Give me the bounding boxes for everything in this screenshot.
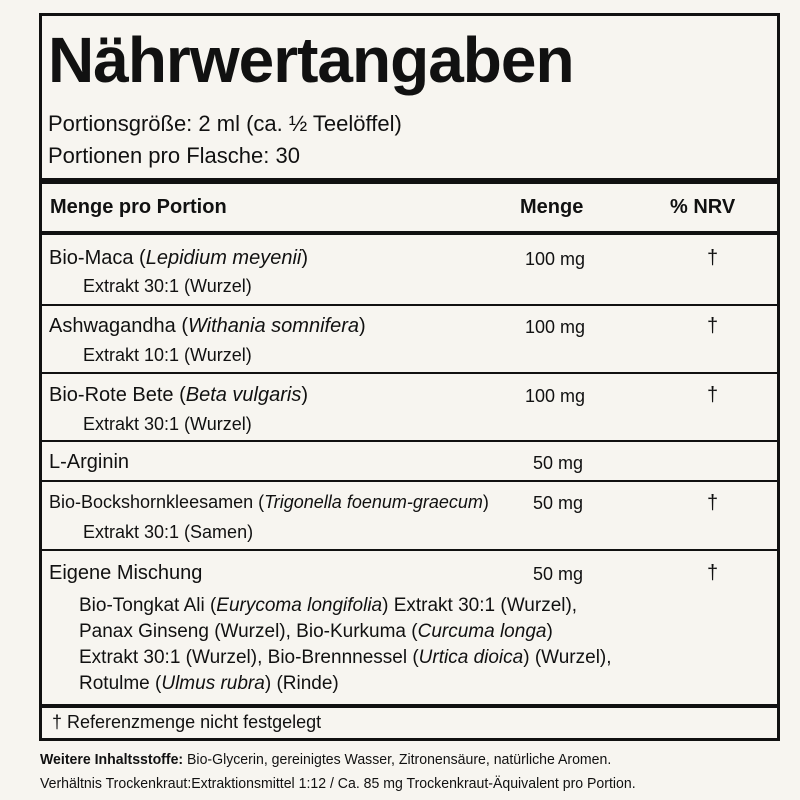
column-header-amount: Menge	[520, 196, 584, 218]
ingredient-extract: Extrakt 30:1 (Wurzel)	[83, 414, 252, 434]
blend-ingredients-line: Panax Ginseng (Wurzel), Bio-Kurkuma (Curcuma longa)	[79, 621, 553, 642]
table-row	[39, 235, 780, 305]
nrv-dagger: †	[707, 315, 719, 337]
ingredient-amount: 100 mg	[525, 317, 586, 337]
column-header-nrv: % NRV	[670, 196, 736, 218]
header-top-rule	[39, 178, 780, 184]
ingredient-extract: Extrakt 10:1 (Wurzel)	[83, 345, 252, 365]
nrv-dagger: †	[707, 492, 719, 514]
blend-amount: 50 mg	[533, 564, 584, 584]
nrv-dagger: †	[707, 562, 719, 584]
other-ingredients: Weitere Inhaltsstoffe: Bio-Glycerin, gereinigtes Wasser, Zitronensäure, natürliche Aromen.	[40, 751, 612, 768]
ingredient-extract: Extrakt 30:1 (Wurzel)	[83, 276, 252, 296]
table-row	[39, 441, 780, 481]
ingredient-name: Bio-Bockshornkleesamen (Trigonella foenum-graecum)	[49, 492, 489, 512]
nrv-dagger: †	[707, 384, 719, 406]
ingredient-amount: 100 mg	[525, 249, 586, 269]
table-row	[39, 305, 780, 373]
servings-per-container: Portionen pro Flasche: 30	[48, 143, 300, 168]
ingredient-amount: 50 mg	[533, 453, 584, 473]
column-header-ingredient: Menge pro Portion	[50, 196, 227, 218]
blend-ingredients-line: Rotulme (Ulmus rubra) (Rinde)	[79, 673, 339, 694]
ingredient-name: Ashwagandha (Withania somnifera)	[49, 315, 366, 337]
ingredient-name: Bio-Rote Bete (Beta vulgaris)	[49, 384, 309, 406]
blend-name: Eigene Mischung	[49, 562, 203, 584]
blend-ingredients-line: Bio-Tongkat Ali (Eurycoma longifolia) Extrakt 30:1 (Wurzel),	[79, 595, 578, 616]
ingredient-extract: Extrakt 30:1 (Samen)	[83, 522, 254, 542]
footnote: † Referenzmenge nicht festgelegt	[52, 712, 322, 732]
footer-rule	[39, 704, 780, 708]
ratio-note: Verhältnis Trockenkraut:Extraktionsmittel 1:12 / Ca. 85 mg Trockenkraut-Äquivalent pro Portion.	[40, 775, 636, 792]
proprietary-blend-row	[39, 550, 780, 705]
ingredient-amount: 100 mg	[525, 386, 586, 406]
serving-size: Portionsgröße: 2 ml (ca. ½ Teelöffel)	[48, 111, 402, 136]
blend-ingredients-line: Extrakt 30:1 (Wurzel), Bio-Brennnessel (Urtica dioica) (Wurzel),	[79, 647, 612, 668]
ingredient-name: L-Arginin	[49, 451, 130, 473]
table-row	[39, 373, 780, 441]
page-title: Nährwertangaben	[48, 24, 574, 96]
ingredient-amount: 50 mg	[533, 493, 584, 513]
ingredient-name: Bio-Maca (Lepidium meyenii)	[49, 247, 309, 269]
nrv-dagger: †	[707, 247, 719, 269]
table-row	[39, 481, 780, 550]
